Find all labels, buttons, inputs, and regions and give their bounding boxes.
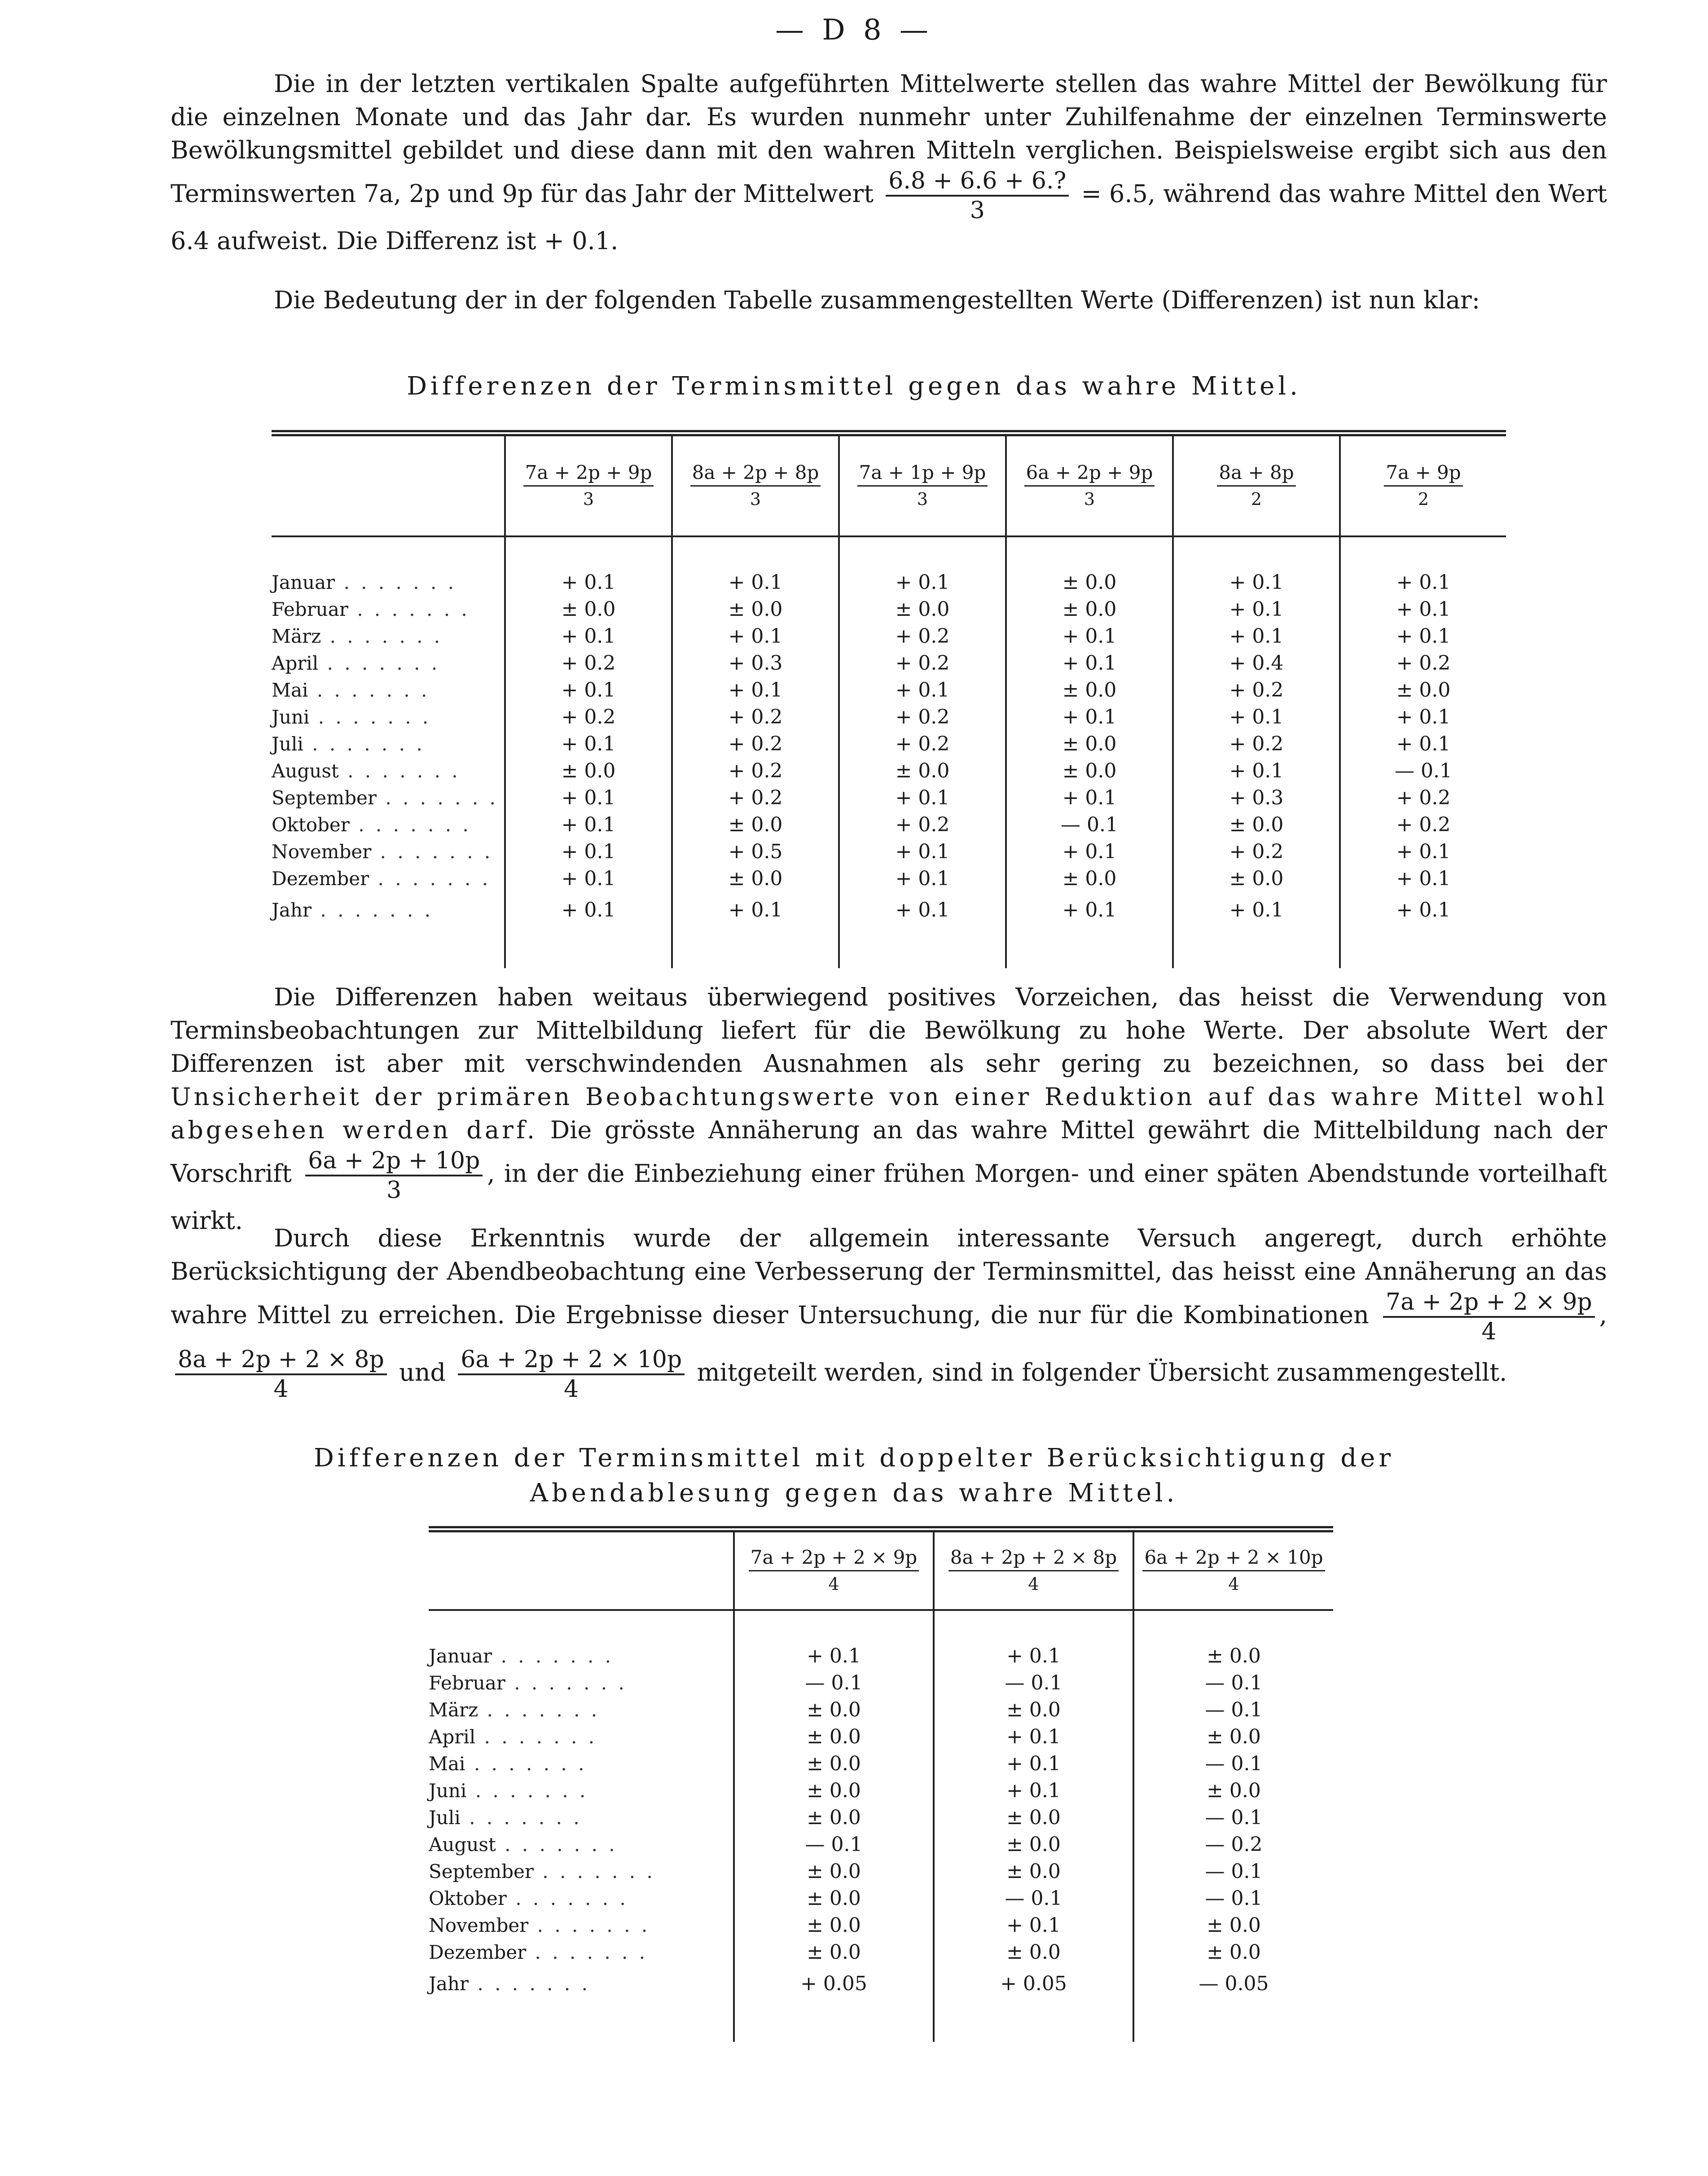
table2-caption-line-2: Abendablesung gegen das wahre Mittel. [530,1478,1178,1508]
combination-fraction-2: $\frac{8a + 2p + 2 \times 8p}{4}$ [175,1346,387,1403]
table1-value-cell: + 0.1 [1340,703,1506,730]
rule-fraction-numerator: 6a + 2p + 10p [305,1147,483,1176]
table1-value-cell: + 0.2 [1173,838,1340,865]
table2-value-cell: ± 0.0 [734,1696,934,1723]
table1-value-cell: + 0.1 [1006,892,1173,928]
table1-row [272,703,1506,730]
table1-value-cell: + 0.1 [1340,730,1506,757]
p3-text-b: Die grösste Annäherung an das wahre Mittel gewährt die Mittelbildung nach der Vorschrift [171,1116,1607,1188]
table2-row [429,1885,1333,1912]
table1-row [272,676,1506,703]
table1-row-label: Juli . . . . . . . [272,733,425,755]
table1-value-cell: + 0.1 [1173,596,1340,623]
table2-row-label: Juli . . . . . . . [429,1806,582,1829]
table2-value-cell: ± 0.0 [934,1696,1133,1723]
table1-value-cell: + 0.1 [1006,623,1173,649]
table1-tail-row [272,928,1506,968]
table1-body [272,536,1506,968]
intro-paragraph-2: Die Bedeutung der in der folgenden Tabelle zusammengestellten Werte (Differenzen) ist nun klar: [274,286,1480,314]
table1-value-cell: + 0.2 [1340,811,1506,838]
table2-value-cell: ± 0.0 [734,1750,934,1777]
table2-row [429,1777,1333,1804]
table2-value-cell: + 0.1 [934,1642,1133,1669]
table2-row-label: September . . . . . . . [429,1860,655,1882]
table2-value-cell: + 0.1 [934,1723,1133,1750]
table1-value-cell: ± 0.0 [672,596,839,623]
table2-row [429,1750,1333,1777]
table1-row-label: Januar . . . . . . . [272,571,457,593]
table1-value-cell: + 0.1 [1340,596,1506,623]
table1-value-cell: + 0.3 [672,649,839,676]
table1-value-cell: + 0.1 [672,892,839,928]
table1-row [272,569,1506,596]
table1-value-cell: ± 0.0 [1006,730,1173,757]
table2-row [429,1939,1333,1965]
table2-value-cell: — 0.1 [1133,1669,1333,1696]
table2-row [429,1858,1333,1885]
table1-row [272,784,1506,811]
table1-value-cell: + 0.1 [505,811,672,838]
table2-value-cell: — 0.1 [734,1831,934,1858]
table1-value-cell: ± 0.0 [505,596,672,623]
table2-value-cell: + 0.1 [734,1642,934,1669]
table1-value-cell: ± 0.0 [672,811,839,838]
table1-value-cell: ± 0.0 [672,865,839,892]
table2-value-cell: — 0.1 [1133,1858,1333,1885]
table1-value-cell: + 0.1 [505,623,672,649]
table1-value-cell: + 0.1 [505,892,672,928]
table1-value-cell: + 0.1 [1173,892,1340,928]
table2-value-cell: + 0.05 [734,1965,934,2001]
table1-row-label: Juni . . . . . . . [272,706,431,728]
table2-row [429,1804,1333,1831]
table1-value-cell: + 0.2 [839,649,1006,676]
table1-value-cell: + 0.2 [505,703,672,730]
table2-row-label: Juni . . . . . . . [429,1779,588,1802]
table2-value-cell: ± 0.0 [934,1831,1133,1858]
table1-caption: Differenzen der Terminsmittel gegen das wahre Mittel. [407,372,1301,401]
table2-col-header: $\frac{8a + 2p + 2 \times 8p}{4}$ [934,1529,1133,1610]
table2-value-cell: ± 0.0 [734,1804,934,1831]
table2-value-cell: — 0.1 [1133,1885,1333,1912]
table2-value-cell: ± 0.0 [934,1858,1133,1885]
table2-row-label: Mai . . . . . . . [429,1752,587,1775]
table1-value-cell: + 0.2 [505,649,672,676]
table2-row [429,1965,1333,2001]
table2-value-cell: ± 0.0 [934,1939,1133,1965]
table2 [429,1526,1333,2042]
table1-value-cell: + 0.3 [1173,784,1340,811]
table1-value-cell: + 0.1 [672,623,839,649]
table1-col-header: $\frac{6a + 2p + 9p}{3}$ [1006,433,1173,536]
mean-fraction-numerator: 6.8 + 6.6 + 6.? [886,167,1069,197]
p4-text-a: Durch diese Erkenntnis wurde der allgemein interessante Versuch angeregt, durch erhöhte Berücksichtigung der Abendbeobachtung eine Verbesserung der Terminsmittel, das heisst eine Annäherung an das wahre Mittel zu erreichen. Die Ergebnisse dieser Untersuchung, die nur für die Kombinationen [171,1224,1607,1329]
table1-value-cell: + 0.1 [1173,757,1340,784]
table1-value-cell: — 0.1 [1340,757,1506,784]
table1-value-cell: + 0.1 [839,838,1006,865]
table1-col-header: $\frac{7a + 9p}{2}$ [1340,433,1506,536]
table1-col-header: $\frac{7a + 1p + 9p}{3}$ [839,433,1006,536]
table1-value-cell: + 0.1 [672,676,839,703]
table1-value-cell: ± 0.0 [505,757,672,784]
table2-value-cell: ± 0.0 [1133,1939,1333,1965]
table2-value-cell: + 0.1 [934,1777,1133,1804]
table1-value-cell: + 0.1 [839,865,1006,892]
table1-col-header: $\frac{7a + 2p + 9p}{3}$ [505,433,672,536]
table1-value-cell: ± 0.0 [1006,757,1173,784]
table2-value-cell: ± 0.0 [734,1858,934,1885]
table1-value-cell: + 0.1 [839,676,1006,703]
table2-value-cell: — 0.1 [1133,1804,1333,1831]
table1-value-cell: + 0.2 [672,784,839,811]
table1-value-cell: + 0.1 [505,730,672,757]
table2-row-label: August . . . . . . . [429,1833,618,1856]
table1-value-cell: + 0.1 [839,569,1006,596]
table1-value-cell: + 0.1 [505,838,672,865]
table2-row [429,1723,1333,1750]
table2-row-label: Januar . . . . . . . [429,1645,614,1667]
table1-value-cell: + 0.1 [1173,623,1340,649]
table1-col-header: $\frac{8a + 2p + 8p}{3}$ [672,433,839,536]
table1-value-cell: + 0.1 [1173,703,1340,730]
middle-paragraph-4: Durch diese Erkenntnis wurde der allgemein interessante Versuch angeregt, durch erhöhte Berücksichtigung der Abendbeobachtung eine Verbesserung der Terminsmittel, das heisst eine Annäherung an das wahre Mittel zu erreichen. Die Ergebnisse dieser Untersuchung, die nur für die Kombinationen $\frac{7a + 2p + 2 \times 9p}{4}$ , $\frac{8a + 2p + 2 \times 8p}{4}$ und $\frac{6a + 2p + 2 \times 10p}{4}$ mitgeteilt werden, sind in folgender Übersicht zusammengestellt. [171,1224,1607,1403]
table2-col-header: $\frac{6a + 2p + 2 \times 10p}{4}$ [1133,1529,1333,1610]
table2-tail-row [429,2001,1333,2042]
mean-fraction [886,167,1069,224]
table1-value-cell: + 0.4 [1173,649,1340,676]
table1-value-cell: + 0.1 [505,569,672,596]
table1-row [272,892,1506,928]
table2-value-cell: ± 0.0 [734,1723,934,1750]
table1-row [272,623,1506,649]
table2-value-cell: + 0.1 [934,1750,1133,1777]
table1-value-cell: ± 0.0 [1006,676,1173,703]
table1-row-label: Mai . . . . . . . [272,679,430,701]
table1-value-cell: ± 0.0 [1340,676,1506,703]
table1-value-cell: + 0.2 [839,703,1006,730]
table1-value-cell: + 0.1 [505,784,672,811]
intro-paragraph-1 [171,67,1607,258]
table1-value-cell: ± 0.0 [839,596,1006,623]
table1-value-cell: + 0.1 [1006,703,1173,730]
table2-row [429,1696,1333,1723]
table2-row [429,1912,1333,1939]
mean-fraction-denominator: 3 [970,197,985,224]
table2-row-label: Februar . . . . . . . [429,1671,627,1694]
table2-row-label: Dezember . . . . . . . [429,1941,648,1963]
table1-value-cell: + 0.5 [672,838,839,865]
table1-value-cell: + 0.1 [672,569,839,596]
intro-text-b: = 6.5, während das wahre Mittel den Wert 6.4 aufweist. Die Differenz ist + 0.1. [171,180,1607,255]
table2-row [429,1642,1333,1669]
table1-row-label: März . . . . . . . [272,625,443,647]
table1-value-cell: + 0.1 [505,676,672,703]
table2-value-cell: — 0.2 [1133,1831,1333,1858]
table2-value-cell: ± 0.0 [734,1885,934,1912]
table1 [272,430,1506,968]
table2-row-label: November . . . . . . . [429,1914,650,1936]
table2-value-cell: + 0.05 [934,1965,1133,2001]
table2-col-header: $\frac{7a + 2p + 2 \times 9p}{4}$ [734,1529,934,1610]
table1-value-cell: + 0.1 [1340,892,1506,928]
table1-value-cell: + 0.1 [1006,784,1173,811]
table2-value-cell: — 0.05 [1133,1965,1333,2001]
table1-value-cell: + 0.1 [1340,623,1506,649]
table2-value-cell: — 0.1 [934,1669,1133,1696]
table1-row [272,811,1506,838]
table1-value-cell: ± 0.0 [1006,569,1173,596]
table1-value-cell: + 0.2 [839,623,1006,649]
table1-value-cell: + 0.2 [1173,676,1340,703]
table1-value-cell: + 0.1 [839,784,1006,811]
table2-row-label: April . . . . . . . [429,1725,597,1748]
table1-value-cell: ± 0.0 [839,757,1006,784]
table1-value-cell: + 0.2 [839,811,1006,838]
table2-row-label: Oktober . . . . . . . [429,1887,628,1909]
table2-value-cell: — 0.1 [1133,1696,1333,1723]
table1-row-label: Februar . . . . . . . [272,598,470,620]
table2-value-cell: ± 0.0 [1133,1642,1333,1669]
table1-spacer-row [272,536,1506,569]
table1-value-cell: + 0.2 [839,730,1006,757]
p3-spaced-text: Unsicherheit der primären Beobachtungswerte von einer Reduktion auf das wahre Mittel wohl abgesehen werden darf. [171,1083,1607,1144]
table1-value-cell: ± 0.0 [1006,596,1173,623]
table1-value-cell: + 0.1 [1006,838,1173,865]
table1-row [272,838,1506,865]
table1-col-header: $\frac{8a + 8p}{2}$ [1173,433,1340,536]
table1-row [272,730,1506,757]
table2-value-cell: — 0.1 [934,1885,1133,1912]
table2-row [429,1831,1333,1858]
table2-caption-line-1: Differenzen der Terminsmittel mit doppelter Berücksichtigung der [313,1443,1395,1473]
table1-row-label: Jahr . . . . . . . [272,899,433,921]
table2-value-cell: ± 0.0 [1133,1723,1333,1750]
table1-row-label: September . . . . . . . [272,786,498,809]
table2-row [429,1669,1333,1696]
table1-value-cell: ± 0.0 [1173,811,1340,838]
middle-paragraph-3 [171,981,1607,1237]
table2-spacer-row [429,1610,1333,1642]
table1-row [272,649,1506,676]
table1-value-cell: ± 0.0 [1006,865,1173,892]
page-number: — D 8 — [775,13,933,47]
table1-stub-header [272,433,505,536]
table1-value-cell: + 0.1 [505,865,672,892]
table1-value-cell: + 0.1 [839,892,1006,928]
table1-row-label: April . . . . . . . [272,652,440,674]
table1-value-cell: + 0.1 [1006,649,1173,676]
table2-value-cell: ± 0.0 [1133,1912,1333,1939]
table2-caption [0,1441,1708,1511]
table2-value-cell: ± 0.0 [1133,1777,1333,1804]
table1-row [272,596,1506,623]
table1-value-cell: + 0.1 [1340,865,1506,892]
table1-value-cell: + 0.2 [672,703,839,730]
table1-value-cell: + 0.1 [1340,569,1506,596]
table2-row-label: Jahr . . . . . . . [429,1972,590,1995]
table1-value-cell: + 0.1 [1340,838,1506,865]
table1-value-cell: + 0.2 [672,757,839,784]
rule-fraction [305,1147,483,1204]
table2-value-cell: ± 0.0 [934,1804,1133,1831]
p4-text-b: mitgeteilt werden, sind in folgender Übersicht zusammengestellt. [697,1358,1507,1386]
p3-text-c: , in der die Einbeziehung einer frühen Morgen- und einer späten Abendstunde vorteilhaft wirkt. [171,1159,1607,1235]
table1-value-cell: + 0.2 [1340,649,1506,676]
table1-row-label: November . . . . . . . [272,840,493,863]
table1-value-cell: + 0.2 [1340,784,1506,811]
table1-value-cell: — 0.1 [1006,811,1173,838]
table2-row-label: März . . . . . . . [429,1698,600,1721]
table2-value-cell: — 0.1 [1133,1750,1333,1777]
table2-stub-header [429,1529,734,1610]
rule-fraction-denominator: 3 [386,1177,402,1204]
combination-fraction-3: $\frac{6a + 2p + 2 \times 10p}{4}$ [458,1346,685,1403]
table2-value-cell: ± 0.0 [734,1939,934,1965]
intro-text-a: Die in der letzten vertikalen Spalte aufgeführten Mittelwerte stellen das wahre Mittel der Bewölkung für die einzelnen Monate und das Jahr dar. Es wurden nunmehr unter Zuhilfenahme der einzelnen Terminswerte Bewölkungsmittel gebildet und diese dann mit den wahren Mitteln verglichen. Beispielsweise ergibt sich aus den Terminswerten 7a, 2p und 9p für das Jahr der Mittelwert [171,70,1607,208]
combination-fraction-1: $\frac{7a + 2p + 2 \times 9p}{4}$ [1383,1288,1595,1346]
table2-body [429,1610,1333,2042]
table1-row [272,865,1506,892]
table1-value-cell: + 0.2 [672,730,839,757]
table1-value-cell: ± 0.0 [1173,865,1340,892]
table2-value-cell: ± 0.0 [734,1777,934,1804]
table1-row-label: Oktober . . . . . . . [272,813,471,836]
table2-value-cell: + 0.1 [934,1912,1133,1939]
p3-text-a: Die Differenzen haben weitaus überwiegend positives Vorzeichen, das heisst die Verwendung von Terminsbeobachtungen zur Mittelbildung liefert für die Bewölkung zu hohe Werte. Der absolute Wert der Differenzen ist aber mit verschwindenden Ausnahmen als sehr gering zu bezeichnen, so dass bei der [171,983,1607,1078]
table1-row [272,757,1506,784]
table1-row-label: Dezember . . . . . . . [272,867,491,890]
table1-row-label: August . . . . . . . [272,759,461,782]
table1-value-cell: + 0.1 [1173,569,1340,596]
table1-value-cell: + 0.2 [1173,730,1340,757]
table2-value-cell: — 0.1 [734,1669,934,1696]
table2-value-cell: ± 0.0 [734,1912,934,1939]
